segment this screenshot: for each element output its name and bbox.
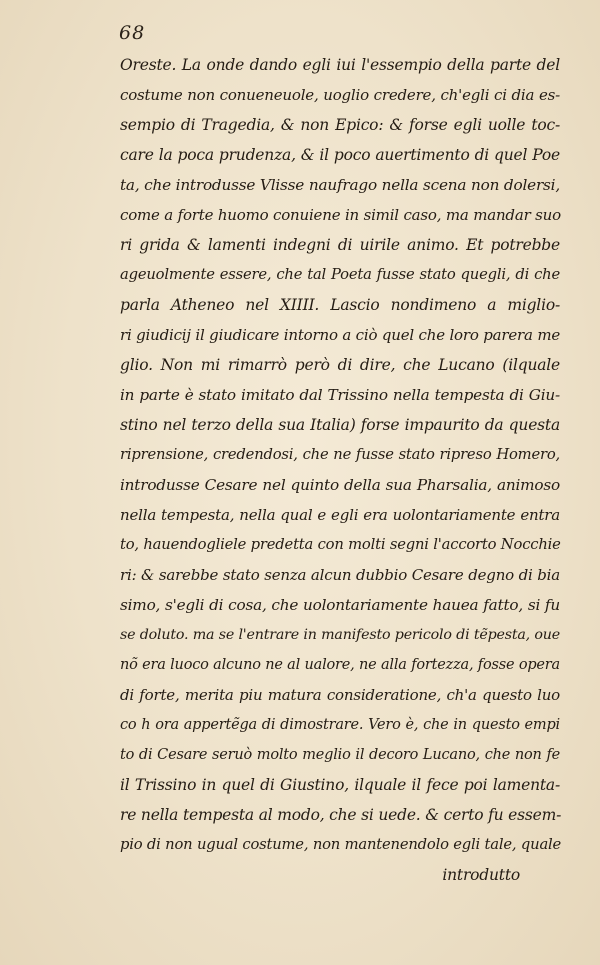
text-line: ri: & sarebbe stato senza alcun dubbio Cesare degno di bia [120,566,560,584]
text-line: ri grida & lamenti indegni di uirile animo. Et potrebbe [120,236,560,254]
text-line: stino nel terzo della sua Italia) forse impaurito da questa [120,416,560,434]
text-line: in parte è stato imitato dal Trissino nella tempesta di Giu- [120,386,560,404]
text-line: introdusse Cesare nel quinto della sua Pharsalia, animoso [120,476,560,494]
text-line: Oreste. La onde dando egli iui l'essempio della parte del [120,56,560,74]
text-line: parla Atheneo nel XIIII. Lascio nondimeno a miglio- [120,296,560,314]
text-line: re nella tempesta al modo, che si uede. & certo fu essem- [120,806,562,824]
text-line: to, hauendogliele predetta con molti segni l'accorto Nocchie [120,536,561,553]
text-line: di forte, merita piu matura consideratione, ch'a questo luo [120,686,560,704]
text-line: nõ era luoco alcuno ne al ualore, ne alla fortezza, fosse opera [120,657,560,673]
text-line: nella tempesta, nella qual e egli era uolontariamente entra [120,506,560,524]
text-line: glio. Non mi rimarrò però di dire, che Lucano (ilquale [120,356,560,374]
text-line: care la poca prudenza, & il poco auertimento di quel Poe [120,146,560,164]
page-number: 68 [119,22,146,44]
text-line: pio di non ugual costume, non mantenendolo egli tale, quale [120,836,562,853]
text-line: il Trissino in quel di Giustino, ilquale il fece poi lamenta- [120,776,560,794]
text-line: simo, s'egli di cosa, che uolontariamente hauea fatto, si fu [120,596,560,614]
text-line: come a forte huomo conuiene in simil caso, ma mandar suo [120,206,561,224]
text-line: riprensione, credendosi, che ne fusse stato ripreso Homero, [120,446,560,463]
text-line: ri giudicij il giudicare intorno a ciò quel che loro parera me [120,326,561,344]
text-line: se doluto. ma se l'entrare in manifesto pericolo di tẽpesta, oue [120,627,560,643]
text-line: ageuolmente essere, che tal Poeta fusse stato quegli, di che [120,266,560,283]
text-body [120,50,560,890]
text-line: sempio di Tragedia, & non Epico: & forse egli uolle toc- [120,116,560,134]
text-line: costume non conueneuole, uoglio credere, ch'egli ci dia es- [120,86,560,104]
text-line: to di Cesare seruò molto meglio il decoro Lucano, che non fe [120,747,560,763]
text-line: co h ora appertẽga di dimostrare. Vero è, che in questo empi [120,717,560,733]
text-line: ta, che introdusse Vlisse naufrago nella scena non dolersi, [120,176,560,194]
catchword: introdutto [442,866,520,884]
